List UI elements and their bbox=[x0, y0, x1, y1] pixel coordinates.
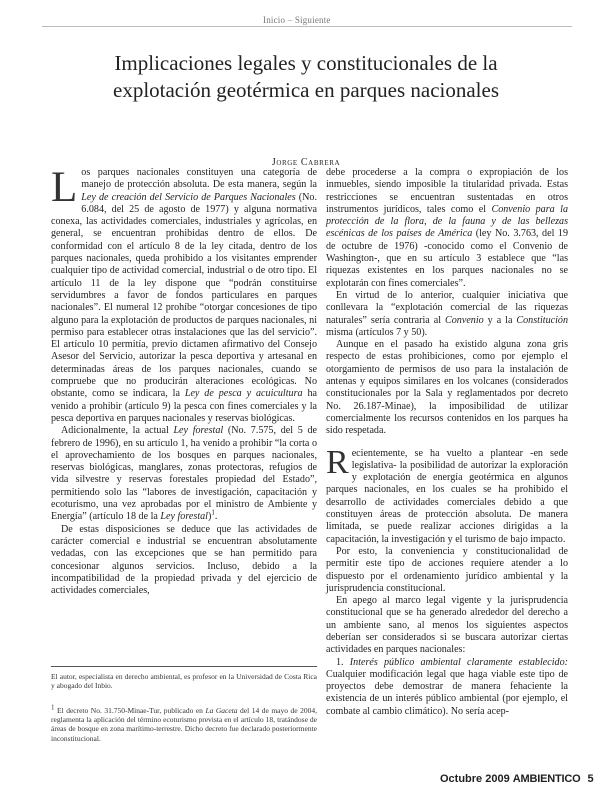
magazine-brand: AMBIENTICO bbox=[512, 773, 581, 785]
left-column bbox=[51, 164, 317, 597]
right-column bbox=[326, 167, 568, 718]
paragraph: En apego al marco legal vigente y la jurisprudencia constitucional que se ha generado alrededor del derecho a un ambiente sano, al menos los siguientes aspectos deberían ser considerados si se buscara autorizar ciertas actividades en parques nacionales: bbox=[326, 595, 568, 656]
paragraph: Los parques nacionales constituyen una categoría de manejo de protección absoluta. De esta manera, según la Ley de creación del Servicio de Parques Nacionales (No. 6.084, del 25 de agosto de 1977) y alguna normativa conexa, las actividades comerciales, industriales y agrícolas, en general, se encuentran prohibidas dentro de ellos. De conformidad con el artículo 8 de la ley citada, dentro de los parques nacionales, queda prohibido a los visitantes emprender cualquier tipo de actividad comercial, industrial o de otro tipo. El artículo 11 de la ley dispone que “podrán constituirse servidumbres a favor de fondos particulares en parques nacionales”. El numeral 12 prohíbe “otorgar concesiones de tipo alguno para la explotación de productos de parques nacionales, ni permiso para establecer otras instalaciones que las del servicio”. El artículo 10 permitía, previo dictamen afirmativo del Consejo Asesor del Servicio, autorizar la pesca deportiva y artesanal en determinadas áreas de los parques nacionales, cuando se compruebe que no producirán alteraciones ecológicas. No obstante, como se indicara, la Ley de pesca y acuicultura ha venido a prohibir (artículo 9) la pesca con fines comerciales y la pesca deportiva en parques nacionales y reservas biológicas. bbox=[51, 164, 317, 424]
drop-cap: L bbox=[51, 164, 78, 211]
page-number: 5 bbox=[587, 773, 594, 785]
paragraph: En virtud de lo anterior, cualquier iniciativa que conllevara la “explotación comercial de las riquezas naturales” sería contraria al Convenio y a la Constitución misma (artículos 7 y 50). bbox=[326, 289, 568, 338]
title-line-1: Implicaciones legales y constitucionales de la bbox=[114, 51, 498, 75]
paragraph: debe procederse a la compra o expropiación de los inmuebles, siendo imposible la titularidad privada. Estas restricciones se encuentran sustentadas en otros instrumentos jurídicos, tales como el Convenio para la protección de la flora, de la fauna y de las bellezas escénicas de los países de América (ley No. 3.763, del 19 de octubre de 1976) -conocido como el Convenio de Washington-, que en su artículo 3 establece que “las riquezas existentes en los parques nacionales no se explotarán con fines comerciales”. bbox=[326, 167, 568, 289]
page-footer bbox=[440, 773, 594, 785]
nav-separator: – bbox=[287, 15, 293, 25]
footnote: 1 El decreto No. 31.750-Minae-Tur, publicado en La Gaceta del 14 de mayo de 2004, reglamenta la aplicación del término ecoturismo prevista en el artículo 18, tratándose de áreas de bosque en zona marítimo-terrestre. Dicho decreto fue declarado posteriormente inconstitucional. bbox=[51, 703, 317, 743]
footnote-divider bbox=[51, 666, 317, 667]
paragraph: Aunque en el pasado ha existido alguna zona gris respecto de estas prohibiciones, como por ejemplo el otorgamiento de permisos de uso para la instalación de antenas y equipos similares en los volcanes (considerados constitucionales por la Sala y reglamentados por decreto No. 26.187-Minae), la imposibilidad de utilizar comercialmente los recursos contenidos en los parques ha sido respetada. bbox=[326, 339, 568, 437]
paragraph: Recientemente, se ha vuelto a plantear -en sede legislativa- la posibilidad de autorizar la exploración y explotación de energía geotérmica en algunos parques nacionales, en los cuales se ha prohibido el desarrollo de actividades comerciales debido a que constituyen áreas de protección absoluta. De manera limitada, se puede realizar acciones dirigidas a la capacitación, la investigación y el turismo de bajo impacto. bbox=[326, 443, 568, 545]
author-name: Jorge Cabrera bbox=[271, 157, 341, 168]
footnote-number: 1 bbox=[51, 703, 55, 712]
article-title bbox=[40, 50, 572, 104]
section-gap bbox=[326, 438, 568, 448]
footnote-ref[interactable]: 1 bbox=[211, 508, 215, 517]
drop-cap: R bbox=[326, 443, 349, 481]
author-note: El autor, especialista en derecho ambiental, es profesor en la Universidad de Costa Rica y abogado del Inbio. bbox=[51, 672, 317, 691]
nav-divider bbox=[42, 26, 572, 27]
paragraph: De estas disposiciones se deduce que las actividades de carácter comercial e industrial se encuentran absolutamente vedadas, con las excepciones que se han permitido para concesionar algunos servicios. Incluso, debido a la incompatibilidad de la propiedad privada y del ejercicio de actividades comerciales, bbox=[51, 523, 317, 597]
top-navigation bbox=[263, 15, 331, 25]
nav-next-link[interactable]: Siguiente bbox=[294, 15, 331, 25]
nav-home-link[interactable]: Inicio bbox=[263, 15, 286, 25]
paragraph: Adicionalmente, la actual Ley forestal (No. 7.575, del 5 de febrero de 1996), en su artículo 1, ha venido a prohibir “la corta o el aprovechamiento de los bosques en parques nacionales, reservas biológicas, manglares, zonas protectoras, refugios de vida silvestre y reservas forestales propiedad del Estado”, permitiendo solo las “labores de investigación, capacitación y ecoturismo, una vez aprobadas por el ministro de Ambiente y Energía” (artículo 18 de la Ley forestal)$^1$. bbox=[51, 425, 317, 523]
title-line-2: explotación geotérmica en parques nacionales bbox=[113, 78, 499, 102]
paragraph: Por esto, la conveniencia y constitucionalidad de permitir este tipo de acciones requiere atender a lo dispuesto por el ordenamiento jurídico ambiental y la jurisprudencia constitucional. bbox=[326, 545, 568, 594]
issue-date: Octubre 2009 bbox=[440, 773, 510, 785]
paragraph: 1. Interés público ambiental claramente establecido: Cualquier modificación legal que haga viable este tipo de proyectos debe demostrar de manera fehaciente la existencia de un interés público ambiental (por ejemplo, el combate al cambio climático). No sería acep- bbox=[326, 656, 569, 717]
